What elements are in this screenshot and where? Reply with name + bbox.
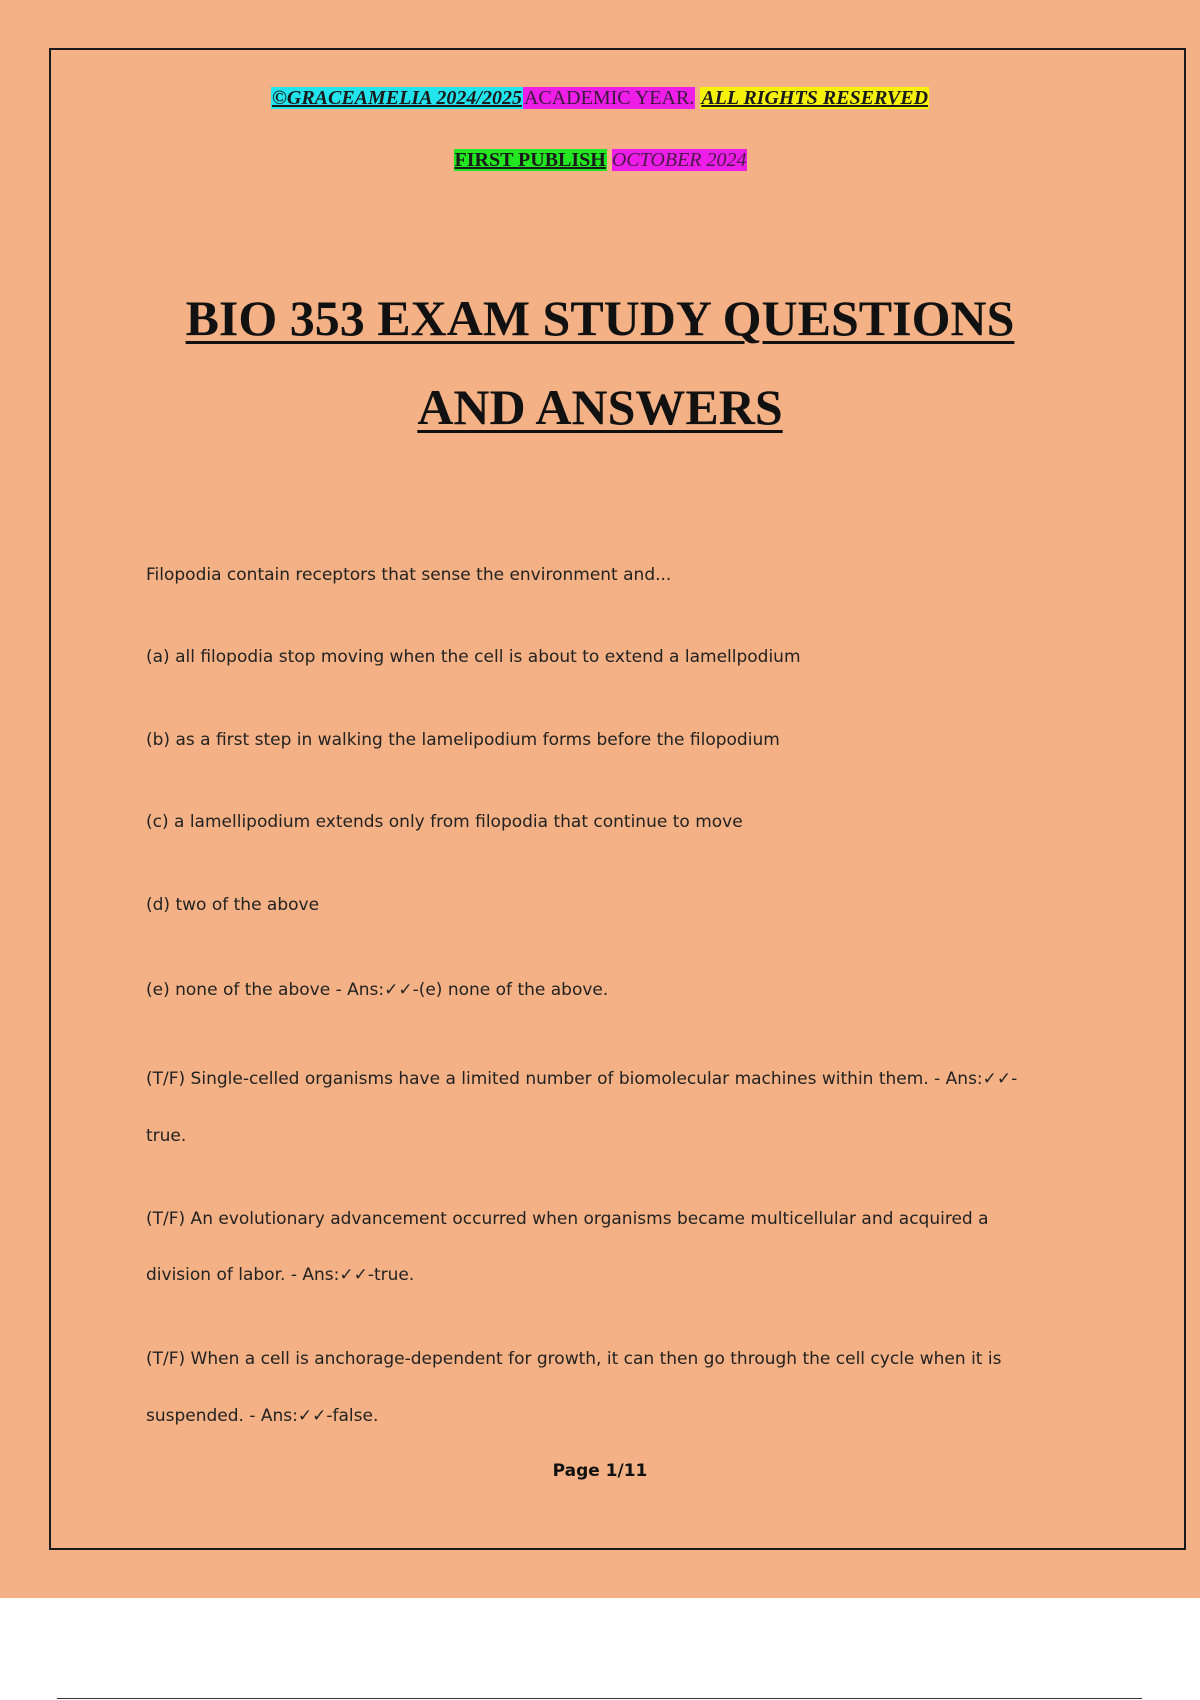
header-publish-line xyxy=(0,148,1200,172)
question-intro: Filopodia contain receptors that sense the environment and... xyxy=(146,565,672,585)
tf-question-2: (T/F) An evolutionary advancement occurred when organisms became multicellular and acquired a xyxy=(146,1209,989,1229)
first-publish-text: FIRST PUBLISH xyxy=(454,149,606,171)
academic-year-text: ACADEMIC YEAR. xyxy=(523,87,695,109)
tf-question-1-cont: true. xyxy=(146,1126,187,1146)
tf-question-3-cont: suspended. - Ans:✓✓-false. xyxy=(146,1406,379,1426)
option-d: (d) two of the above xyxy=(146,895,320,915)
publish-date-text: OCTOBER 2024 xyxy=(611,149,747,171)
page-number: Page 1/11 xyxy=(552,1461,648,1481)
rights-text: ALL RIGHTS RESERVED xyxy=(701,87,929,109)
option-b: (b) as a first step in walking the lamelipodium forms before the filopodium xyxy=(146,730,780,750)
option-a: (a) all filopodia stop moving when the cell is about to extend a lamellpodium xyxy=(146,647,801,667)
header-copyright-line xyxy=(0,86,1200,110)
tf-question-2-cont: division of labor. - Ans:✓✓-true. xyxy=(146,1265,415,1285)
tf-question-1: (T/F) Single-celled organisms have a limited number of biomolecular machines within them. - Ans:✓✓- xyxy=(146,1069,1018,1089)
document-title-line2: AND ANSWERS xyxy=(417,379,783,435)
page-border xyxy=(49,48,1186,1550)
tf-question-3: (T/F) When a cell is anchorage-dependent for growth, it can then go through the cell cycle when it is xyxy=(146,1349,1002,1369)
document-title-line1: BIO 353 EXAM STUDY QUESTIONS xyxy=(185,290,1015,346)
next-page-rule xyxy=(57,1698,1142,1699)
option-e-answer: (e) none of the above - Ans:✓✓-(e) none of the above. xyxy=(146,980,609,1000)
option-c: (c) a lamellipodium extends only from filopodia that continue to move xyxy=(146,812,743,832)
copyright-text: ©GRACEAMELIA 2024/2025 xyxy=(271,87,522,109)
